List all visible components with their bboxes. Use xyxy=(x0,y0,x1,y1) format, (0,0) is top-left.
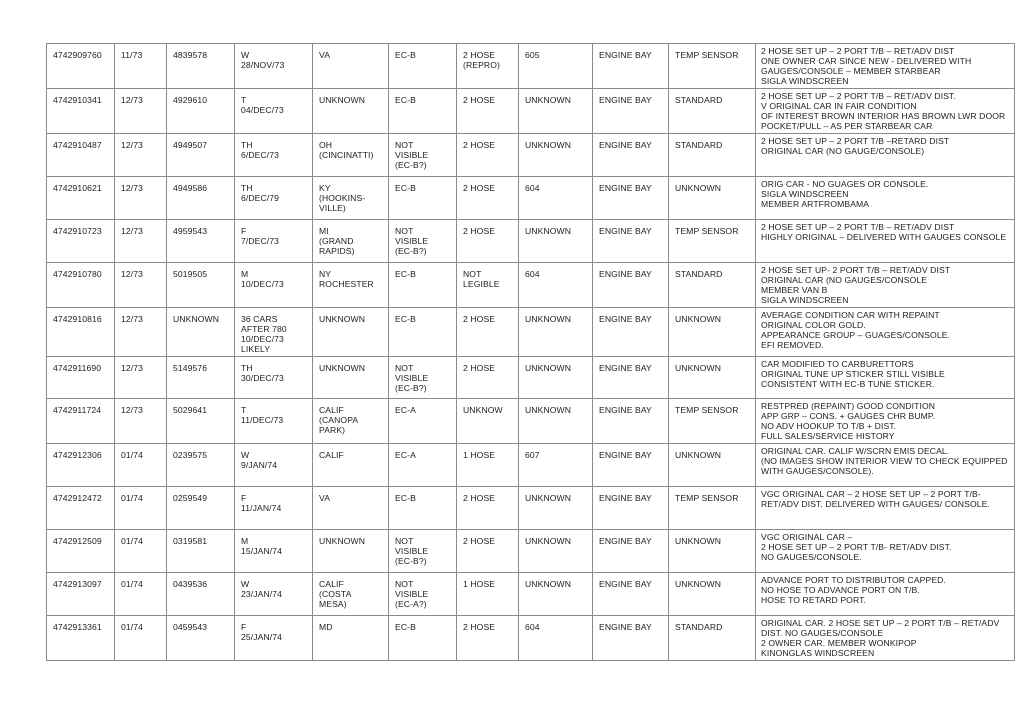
emission-cell: EC-B xyxy=(389,89,457,134)
position-cell: ENGINE BAY xyxy=(593,307,669,356)
location-cell: VA xyxy=(313,487,389,530)
emission-cell: NOT VISIBLE (EC-B?) xyxy=(389,530,457,573)
position-cell: ENGINE BAY xyxy=(593,615,669,660)
date-code-cell: 01/74 xyxy=(115,444,167,487)
position-cell: ENGINE BAY xyxy=(593,134,669,177)
sensor-cell: UNKNOWN xyxy=(669,176,756,219)
location-cell: OH (CINCINATTI) xyxy=(313,134,389,177)
location-cell: NY ROCHESTER xyxy=(313,262,389,307)
sensor-cell: TEMP SENSOR xyxy=(669,487,756,530)
location-cell: CALIF (CANOPA PARK) xyxy=(313,399,389,444)
date-code-cell: 12/73 xyxy=(115,356,167,399)
notes-cell: AVERAGE CONDITION CAR WITH REPAINT ORIGINAL COLOR GOLD. APPEARANCE GROUP – GUAGES/CONSOLE. EFI REMOVED. xyxy=(756,307,1015,356)
code-cell: UNKNOWN xyxy=(519,307,593,356)
vin-cell: 4742910723 xyxy=(47,219,115,262)
table-row xyxy=(47,444,1015,487)
serial-cell: 0459543 xyxy=(167,615,235,660)
location-cell: CALIF (COSTA MESA) xyxy=(313,572,389,615)
location-cell: UNKNOWN xyxy=(313,356,389,399)
hose-cell: 2 HOSE xyxy=(457,356,519,399)
date-code-cell: 12/73 xyxy=(115,176,167,219)
build-date-cell: F 11/JAN/74 xyxy=(235,487,313,530)
location-cell: KY (HOOKINS- VILLE) xyxy=(313,176,389,219)
code-cell: 605 xyxy=(519,44,593,89)
location-cell: VA xyxy=(313,44,389,89)
code-cell: UNKNOWN xyxy=(519,572,593,615)
vin-cell: 4742913097 xyxy=(47,572,115,615)
hose-cell: 2 HOSE xyxy=(457,219,519,262)
date-code-cell: 01/74 xyxy=(115,572,167,615)
emission-cell: EC-A xyxy=(389,399,457,444)
serial-cell: 4959543 xyxy=(167,219,235,262)
position-cell: ENGINE BAY xyxy=(593,89,669,134)
notes-cell: 2 HOSE SET UP – 2 PORT T/B – RET/ADV DIST HIGHLY ORIGINAL – DELIVERED WITH GAUGES CONSOLE xyxy=(756,219,1015,262)
code-cell: UNKNOWN xyxy=(519,89,593,134)
serial-cell: 0259549 xyxy=(167,487,235,530)
serial-cell: 4839578 xyxy=(167,44,235,89)
registry-page xyxy=(46,43,1014,661)
vin-cell: 4742913361 xyxy=(47,615,115,660)
table-row xyxy=(47,219,1015,262)
build-date-cell: T 11/DEC/73 xyxy=(235,399,313,444)
code-cell: UNKNOWN xyxy=(519,219,593,262)
code-cell: UNKNOWN xyxy=(519,530,593,573)
build-date-cell: TH 6/DEC/73 xyxy=(235,134,313,177)
hose-cell: 1 HOSE xyxy=(457,444,519,487)
hose-cell: 2 HOSE xyxy=(457,89,519,134)
vin-cell: 4742911690 xyxy=(47,356,115,399)
sensor-cell: TEMP SENSOR xyxy=(669,44,756,89)
code-cell: UNKNOWN xyxy=(519,487,593,530)
build-date-cell: F 7/DEC/73 xyxy=(235,219,313,262)
serial-cell: 5029641 xyxy=(167,399,235,444)
build-date-cell: W 28/NOV/73 xyxy=(235,44,313,89)
table-row xyxy=(47,615,1015,660)
sensor-cell: UNKNOWN xyxy=(669,572,756,615)
hose-cell: UNKNOW xyxy=(457,399,519,444)
vin-cell: 4742909760 xyxy=(47,44,115,89)
vin-cell: 4742910621 xyxy=(47,176,115,219)
sensor-cell: STANDARD xyxy=(669,615,756,660)
date-code-cell: 12/73 xyxy=(115,262,167,307)
build-date-cell: F 25/JAN/74 xyxy=(235,615,313,660)
hose-cell: 2 HOSE xyxy=(457,134,519,177)
serial-cell: 0239575 xyxy=(167,444,235,487)
build-date-cell: TH 6/DEC/79 xyxy=(235,176,313,219)
table-row xyxy=(47,307,1015,356)
hose-cell: 2 HOSE xyxy=(457,530,519,573)
build-date-cell: T 04/DEC/73 xyxy=(235,89,313,134)
notes-cell: ORIGINAL CAR. CALIF W/SCRN EMIS DECAL. (NO IMAGES SHOW INTERIOR VIEW TO CHECK EQUIPPED WITH GAUGES/CONSOLE). xyxy=(756,444,1015,487)
position-cell: ENGINE BAY xyxy=(593,176,669,219)
location-cell: UNKNOWN xyxy=(313,530,389,573)
serial-cell: 0439536 xyxy=(167,572,235,615)
table-row xyxy=(47,572,1015,615)
build-date-cell: 36 CARS AFTER 780 10/DEC/73 LIKELY xyxy=(235,307,313,356)
hose-cell: NOT LEGIBLE xyxy=(457,262,519,307)
emission-cell: EC-B xyxy=(389,487,457,530)
notes-cell: VGC ORIGINAL CAR – 2 HOSE SET UP – 2 PORT T/B- RET/ADV DIST. DELIVERED WITH GAUGES/ CONSOLE. xyxy=(756,487,1015,530)
sensor-cell: UNKNOWN xyxy=(669,307,756,356)
vin-cell: 4742912509 xyxy=(47,530,115,573)
hose-cell: 2 HOSE xyxy=(457,176,519,219)
notes-cell: ORIG CAR - NO GUAGES OR CONSOLE. SIGLA WINDSCREEN MEMBER ARTFROMBAMA xyxy=(756,176,1015,219)
location-cell: MI (GRAND RAPIDS) xyxy=(313,219,389,262)
notes-cell: ADVANCE PORT TO DISTRIBUTOR CAPPED. NO HOSE TO ADVANCE PORT ON T/B. HOSE TO RETARD PORT. xyxy=(756,572,1015,615)
date-code-cell: 12/73 xyxy=(115,307,167,356)
notes-cell: CAR MODIFIED TO CARBURETTORS ORIGINAL TUNE UP STICKER STILL VISIBLE CONSISTENT WITH EC-B TUNE STICKER. xyxy=(756,356,1015,399)
notes-cell: 2 HOSE SET UP – 2 PORT T/B – RET/ADV DIST ONE OWNER CAR SINCE NEW - DELIVERED WITH GAUGES/CONSOLE – MEMBER STARBEAR SIGLA WINDSCREEN xyxy=(756,44,1015,89)
table-row xyxy=(47,399,1015,444)
sensor-cell: STANDARD xyxy=(669,134,756,177)
vin-cell: 4742912306 xyxy=(47,444,115,487)
build-date-cell: M 15/JAN/74 xyxy=(235,530,313,573)
emission-cell: NOT VISIBLE (EC-B?) xyxy=(389,134,457,177)
date-code-cell: 12/73 xyxy=(115,89,167,134)
sensor-cell: TEMP SENSOR xyxy=(669,399,756,444)
table-row xyxy=(47,356,1015,399)
emission-cell: EC-B xyxy=(389,176,457,219)
table-row xyxy=(47,530,1015,573)
vin-cell: 4742910341 xyxy=(47,89,115,134)
location-cell: MD xyxy=(313,615,389,660)
code-cell: 604 xyxy=(519,262,593,307)
sensor-cell: UNKNOWN xyxy=(669,530,756,573)
sensor-cell: UNKNOWN xyxy=(669,356,756,399)
vin-cell: 4742912472 xyxy=(47,487,115,530)
date-code-cell: 12/73 xyxy=(115,219,167,262)
sensor-cell: STANDARD xyxy=(669,262,756,307)
table-row xyxy=(47,44,1015,89)
hose-cell: 2 HOSE xyxy=(457,307,519,356)
hose-cell: 2 HOSE xyxy=(457,615,519,660)
table-row xyxy=(47,134,1015,177)
date-code-cell: 01/74 xyxy=(115,487,167,530)
build-date-cell: W 23/JAN/74 xyxy=(235,572,313,615)
vin-cell: 4742910487 xyxy=(47,134,115,177)
location-cell: CALIF xyxy=(313,444,389,487)
location-cell: UNKNOWN xyxy=(313,307,389,356)
position-cell: ENGINE BAY xyxy=(593,219,669,262)
emission-cell: EC-B xyxy=(389,44,457,89)
sensor-cell: UNKNOWN xyxy=(669,444,756,487)
notes-cell: 2 HOSE SET UP – 2 PORT T/B –RETARD DIST ORIGINAL CAR (NO GAUGE/CONSOLE) xyxy=(756,134,1015,177)
vin-cell: 4742910816 xyxy=(47,307,115,356)
position-cell: ENGINE BAY xyxy=(593,399,669,444)
sensor-cell: STANDARD xyxy=(669,89,756,134)
notes-cell: 2 HOSE SET UP – 2 PORT T/B – RET/ADV DIST. V ORIGINAL CAR IN FAIR CONDITION OF INTEREST BROWN INTERIOR HAS BROWN LWR DOOR POCKET/PULL – AS PER STARBEAR CAR xyxy=(756,89,1015,134)
serial-cell: 4949586 xyxy=(167,176,235,219)
position-cell: ENGINE BAY xyxy=(593,572,669,615)
notes-cell: 2 HOSE SET UP- 2 PORT T/B – RET/ADV DIST ORIGINAL CAR (NO GAUGES/CONSOLE MEMBER VAN B SIGLA WINDSCREEN xyxy=(756,262,1015,307)
date-code-cell: 01/74 xyxy=(115,530,167,573)
build-date-cell: M 10/DEC/73 xyxy=(235,262,313,307)
serial-cell: 4949507 xyxy=(167,134,235,177)
vin-cell: 4742911724 xyxy=(47,399,115,444)
code-cell: 604 xyxy=(519,176,593,219)
hose-cell: 2 HOSE xyxy=(457,487,519,530)
date-code-cell: 12/73 xyxy=(115,399,167,444)
position-cell: ENGINE BAY xyxy=(593,530,669,573)
position-cell: ENGINE BAY xyxy=(593,444,669,487)
emission-cell: NOT VISIBLE (EC-A?) xyxy=(389,572,457,615)
position-cell: ENGINE BAY xyxy=(593,44,669,89)
code-cell: UNKNOWN xyxy=(519,134,593,177)
emission-cell: NOT VISIBLE (EC-B?) xyxy=(389,219,457,262)
emission-cell: EC-B xyxy=(389,262,457,307)
hose-cell: 1 HOSE xyxy=(457,572,519,615)
vin-cell: 4742910780 xyxy=(47,262,115,307)
vehicle-registry-table xyxy=(46,43,1015,661)
build-date-cell: W 9/JAN/74 xyxy=(235,444,313,487)
table-row xyxy=(47,262,1015,307)
code-cell: 607 xyxy=(519,444,593,487)
position-cell: ENGINE BAY xyxy=(593,487,669,530)
location-cell: UNKNOWN xyxy=(313,89,389,134)
serial-cell: 5149576 xyxy=(167,356,235,399)
build-date-cell: TH 30/DEC/73 xyxy=(235,356,313,399)
table-body xyxy=(47,44,1015,661)
table-row xyxy=(47,176,1015,219)
serial-cell: 0319581 xyxy=(167,530,235,573)
hose-cell: 2 HOSE (REPRO) xyxy=(457,44,519,89)
code-cell: UNKNOWN xyxy=(519,356,593,399)
code-cell: UNKNOWN xyxy=(519,399,593,444)
position-cell: ENGINE BAY xyxy=(593,356,669,399)
table-row xyxy=(47,487,1015,530)
sensor-cell: TEMP SENSOR xyxy=(669,219,756,262)
notes-cell: RESTPRED (REPAINT) GOOD CONDITION APP GRP – CONS. + GAUGES CHR BUMP. NO ADV HOOKUP TO T/B + DIST. FULL SALES/SERVICE HISTORY xyxy=(756,399,1015,444)
emission-cell: EC-A xyxy=(389,444,457,487)
serial-cell: UNKNOWN xyxy=(167,307,235,356)
notes-cell: ORIGINAL CAR. 2 HOSE SET UP – 2 PORT T/B – RET/ADV DIST. NO GAUGES/CONSOLE 2 OWNER CAR. MEMBER WONKIPOP KINONGLAS WINDSCREEN xyxy=(756,615,1015,660)
serial-cell: 4929610 xyxy=(167,89,235,134)
position-cell: ENGINE BAY xyxy=(593,262,669,307)
emission-cell: EC-B xyxy=(389,615,457,660)
table-row xyxy=(47,89,1015,134)
date-code-cell: 11/73 xyxy=(115,44,167,89)
serial-cell: 5019505 xyxy=(167,262,235,307)
date-code-cell: 01/74 xyxy=(115,615,167,660)
notes-cell: VGC ORIGINAL CAR – 2 HOSE SET UP – 2 PORT T/B- RET/ADV DIST. NO GAUGES/CONSOLE. xyxy=(756,530,1015,573)
code-cell: 604 xyxy=(519,615,593,660)
emission-cell: EC-B xyxy=(389,307,457,356)
emission-cell: NOT VISIBLE (EC-B?) xyxy=(389,356,457,399)
date-code-cell: 12/73 xyxy=(115,134,167,177)
